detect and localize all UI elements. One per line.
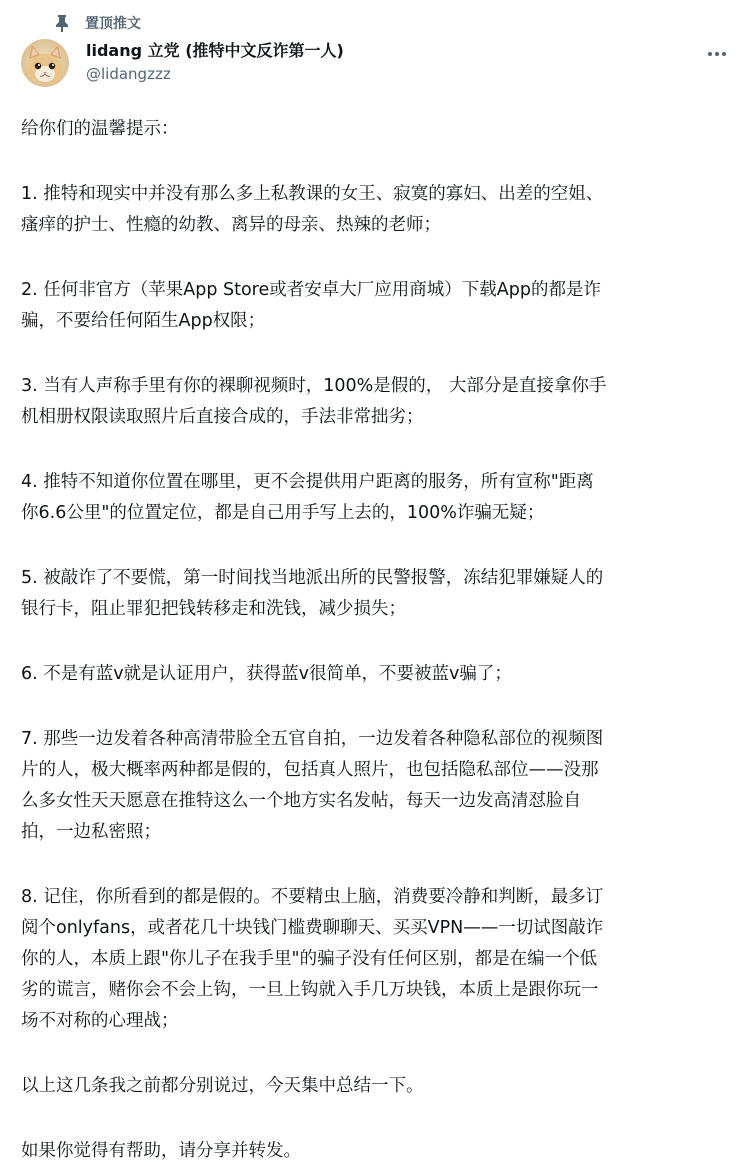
pinned-indicator: [55, 12, 141, 34]
author-display-name[interactable]: lidang 立党 (推特中文反诈第一人): [86, 41, 344, 60]
tweet-paragraph-share: 如果你觉得有帮助，请分享并转发。: [21, 1141, 301, 1161]
tweet-paragraph-3: 3. 当有人声称手里有你的裸聊视频时，100%是假的， 大部分是直接拿你手 机相册权限读取照片后直接合成的，手法非常拙劣；: [21, 376, 607, 427]
more-button[interactable]: [700, 36, 734, 66]
tweet-paragraph-5: 5. 被敲诈了不要慌，第一时间找当地派出所的民警报警，冻结犯罪嫌疑人的 银行卡，阻止罪犯把钱转移走和洗钱，减少损失；: [21, 568, 604, 619]
tweet-paragraph-2: 2. 任何非官方（苹果App Store或者安卓大厂应用商城）下载App的都是诈 骗，不要给任何陌生App权限；: [21, 280, 601, 331]
tweet-paragraph-6: 6. 不是有蓝v就是认证用户，获得蓝v很简单，不要被蓝v骗了；: [21, 664, 512, 684]
pin-icon: [55, 14, 69, 32]
tweet-text: [21, 114, 733, 1167]
author-block: [86, 40, 344, 85]
tweet-paragraph-7: 7. 那些一边发着各种高清带脸全五官自拍，一边发着各种隐私部位的视频图 片的人，极大概率两种都是假的，包括真人照片，也包括隐私部位——没那 么多女性天天愿意在推特这么一个地方实名发帖，每天一边发高清怼脸自 拍，一边私密照；: [21, 729, 604, 842]
more-horizontal-icon: [707, 42, 727, 61]
avatar[interactable]: [21, 39, 69, 87]
tweet-paragraph-summary: 以上这几条我之前都分别说过，今天集中总结一下。: [21, 1076, 424, 1096]
tweet-paragraph-intro: 给你们的温馨提示：: [21, 119, 179, 139]
tweet-paragraph-4: 4. 推特不知道你位置在哪里，更不会提供用户距离的服务，所有宣称"距离 你6.6公里"的位置定位，都是自己用手写上去的，100%诈骗无疑；: [21, 472, 594, 523]
pinned-label: 置顶推文: [85, 16, 141, 32]
tweet-paragraph-8: 8. 记住，你所看到的都是假的。不要精虫上脑，消费要冷静和判断，最多订 阅个onlyfans，或者花几十块钱门槛费聊聊天、买买VPN——一切试图敲诈 你的人，本质上跟"你儿子在我手里"的骗子没有任何区别，都是在编一个低 劣的谎言，赌你会不会上钩，一旦上钩就入手几万块钱，本质上是跟你玩一 场不对称的心理战；: [21, 887, 604, 1031]
author-handle[interactable]: @lidangzzz: [86, 65, 171, 83]
tweet-paragraph-1: 1. 推特和现实中并没有那么多上私教课的女王、寂寞的寡妇、出差的空姐、 瘙痒的护士、性瘾的幼教、离异的母亲、热辣的老师；: [21, 184, 604, 235]
